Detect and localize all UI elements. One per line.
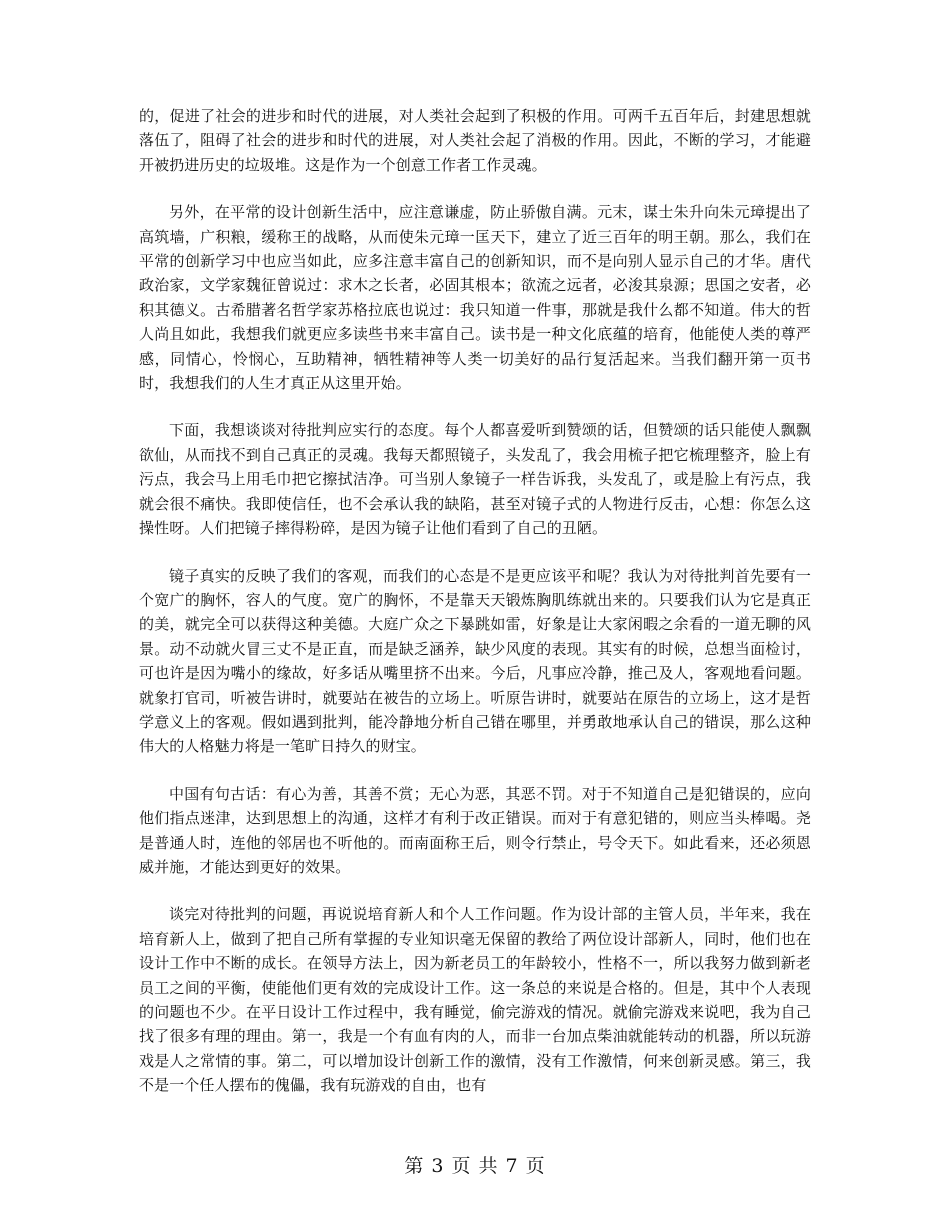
document-body — [139, 104, 811, 1121]
paragraph-criticism-attitude: 下面，我想谈谈对待批判应实行的态度。每个人都喜爱听到赞颂的话，但赞颂的话只能使人飘飘欲仙，从而找不到自己真正的灵魂。我每天都照镜子，头发乱了，我会用梳子把它梳理整齐，脸上有污点，我会马上用毛巾把它擦拭洁净。可当别人象镜子一样告诉我，头发乱了，或是脸上有污点，我就会很不痛快。我即使信任，也不会承认我的缺陷，甚至对镜子式的人物进行反击，心想：你怎么这操性呀。人们把镜子摔得粉碎，是因为镜子让他们看到了自己的丑陋。 — [139, 421, 811, 538]
paragraph-humility: 另外，在平常的设计创新生活中，应注意谦虚，防止骄傲自满。元末，谋士朱升向朱元璋提出了高筑墙，广积粮，缓称王的战略，从而使朱元璋一匡天下，建立了近三百年的明王朝。那么，我们在平常的创新学习中也应当如此，应多注意丰富自己的创新知识，而不是向别人显示自己的才华。唐代政治家，文学家魏征曾说过：求木之长者，必固其根本；欲流之远者，必浚其泉源；思国之安者，必积其德义。古希腊著名哲学家苏格拉底也说过：我只知道一件事，那就是我什么都不知道。伟大的哲人尚且如此，我想我们就更应多读些书来丰富自己。读书是一种文化底蕴的培育，他能使人类的尊严感，同情心，怜悯心，互助精神，牺牲精神等人类一切美好的品行复活起来。当我们翻开第一页书时，我想我们的人生才真正从这里开始。 — [139, 203, 811, 393]
paragraph-continuation: 的，促进了社会的进步和时代的进展，对人类社会起到了积极的作用。可两千五百年后，封建思想就落伍了，阻碍了社会的进步和时代的进展，对人类社会起了消极的作用。因此，不断的学习，才能避开被扔进历史的垃圾堆。这是作为一个创意工作者工作灵魂。 — [139, 107, 811, 174]
paragraph-mirror-reflection: 镜子真实的反映了我们的客观，而我们的心态是不是更应该平和呢？我认为对待批判首先要有一个宽广的胸怀，容人的气度。宽广的胸怀，不是靠天天锻炼胸肌练就出来的。只要我们认为它是真正的美，就完全可以获得这种美德。大庭广众之下暴跳如雷，好象是让大家闲暇之余看的一道无聊的风景。动不动就火冒三丈不是正直，而是缺乏涵养，缺少风度的表现。其实有的时候，总想当面检讨，可也许是因为嘴小的缘故，好多话从嘴里挤不出来。今后，凡事应冷静，推己及人，客观地看问题。就象打官司，听被告讲时，就要站在被告的立场上。听原告讲时，就要站在原告的立场上，这才是哲学意义上的客观。假如遇到批判，能冷静地分析自己错在哪里，并勇敢地承认自己的错误，那么这种伟大的人格魅力将是一笔旷日持久的财宝。 — [139, 566, 811, 756]
paragraph-chinese-proverb: 中国有句古话：有心为善，其善不赏；无心为恶，其恶不罚。对于不知道自己是犯错误的，应向他们指点迷津，达到思想上的沟通，这样才有利于改正错误。而对于有意犯错的，则应当头棒喝。尧是普通人时，连他的邻居也不听他的。而南面称王后，则令行禁止，号令天下。如此看来，还必须恩威并施，才能达到更好的效果。 — [139, 784, 811, 876]
paragraph-training-newcomers: 谈完对待批判的问题，再说说培育新人和个人工作问题。作为设计部的主管人员，半年来，我在培育新人上，做到了把自己所有掌握的专业知识毫无保留的教给了两位设计部新人，同时，他们也在设计工作中不断的成长。在领导方法上，因为新老员工的年龄较小，性格不一，所以我努力做到新老员工之间的平衡，使能他们更有效的完成设计工作。这一条总的来说是合格的。但是，其中个人表现的问题也不少。在平日设计工作过程中，我有睡觉，偷完游戏的情况。就偷完游戏来说吧，我为自己找了很多有理的理由。第一，我是一个有血有肉的人，而非一台加点柴油就能转动的机器，所以玩游戏是人之常情的事。第二，可以增加设计创新工作的激情，没有工作激情，何来创新灵感。第三，我不是一个任人摆布的傀儡，我有玩游戏的自由，也有 — [139, 905, 811, 1095]
page-number-footer: 第 3 页 共 7 页 — [404, 1155, 546, 1177]
